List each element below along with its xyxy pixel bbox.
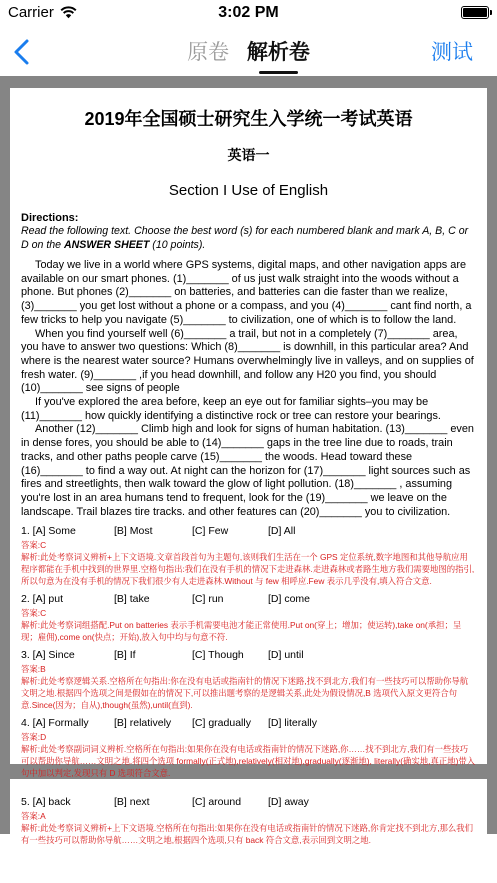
question-explanation: 解析:此处考察词义辨析+上下文语境.文章首段首句为主题句,该则我们生活在一个 GPS 定位系统,数字地图和其他导航应用程序都能在手机中找到的世界里.空格句指出:我们在没有手机的情况下走进森林.走进森林或者路生地方我们需要地图的指引,所以句意为在没有手机的情况下我们很少有人走进森林.Without 与 few 相呼应.Few 表示几乎没有,填入符合文意. bbox=[21, 552, 475, 587]
option-c: [C] Though bbox=[192, 649, 244, 662]
tab-selected-indicator bbox=[259, 71, 298, 74]
option-d: [D] come bbox=[268, 593, 311, 606]
tab-analysis[interactable] bbox=[247, 36, 310, 72]
question-explanation: 解析:此处考察词义辨析+上下文语境.空格所在句指出:如果你在没有电话或指南针的情况下迷路,你肯定找不到北方,那么我们有一些技巧可以帮助你导航……文明之地,根据四个选项,只有 back 符合文意,表示回到文明之地. bbox=[21, 823, 474, 845]
question-explanation: 解析:此处考察逻辑关系.空格所在句指出:你在没有电话或指南针的情况下迷路,找不到北方,我们有一些技巧可以帮助你导航文明之地.根据四个选项之间是假如在的情况下,可以推出题考察的是逻辑关系,此处为假设情况,B 选项代入原文更符合句意.Since(因为；自从),though(虽然),until(直到). bbox=[21, 676, 469, 711]
question-options bbox=[21, 717, 476, 729]
option-a: 5. [A] back bbox=[21, 796, 71, 808]
passage bbox=[21, 259, 476, 519]
tab-original[interactable]: 原卷 bbox=[187, 41, 230, 64]
question-options bbox=[21, 796, 476, 808]
option-a: 4. [A] Formally bbox=[21, 717, 89, 730]
option-d: [D] away bbox=[268, 796, 309, 808]
option-d: [D] All bbox=[268, 525, 296, 538]
passage-paragraph: Today we live in a world where GPS systems, digital maps, and other navigation apps are available on our smart phones. (1)_______ of us just walk straight into the woods without a phone. But phones (2)_______ on batteries, and batteries can die faster than we realize, (3)_______ you get lost without a phone or a compass, and you (4)_______ cant find north, a few tricks to help you navigate (5)_______ to civilization, one of which is to follow the land. bbox=[21, 259, 472, 326]
document-viewer[interactable] bbox=[0, 76, 497, 845]
paper-tabs bbox=[0, 36, 497, 72]
option-d: [D] until bbox=[268, 649, 304, 662]
question-answer: 答案:A bbox=[21, 811, 46, 821]
option-c: [C] run bbox=[192, 593, 224, 606]
option-c: [C] gradually bbox=[192, 717, 251, 730]
question-answer: 答案:B bbox=[21, 664, 46, 675]
option-a: 1. [A] Some bbox=[21, 525, 76, 538]
clock: 3:02 PM bbox=[218, 4, 279, 21]
tab-analysis-label: 解析卷 bbox=[246, 41, 310, 64]
battery-icon bbox=[461, 6, 489, 19]
section-title: Section I Use of English bbox=[168, 182, 329, 199]
document-title: 2019年全国硕士研究生入学统一考试英语 bbox=[84, 109, 413, 129]
option-b: [B] Most bbox=[114, 525, 153, 538]
question-explanation: 解析:此处考察副词词义辨析.空格所在句指出:如果你在没有电话或指南针的情况下迷路,你……找不到北方,我们有一些技巧可以帮助你导航……文明之地.将四个选项 formally(正式地),relatively(相对地),gradually(逐渐地), literally(确实地,真正地)带入句中加以判定,发现只有 D 选项符合文意. bbox=[21, 744, 476, 779]
passage-paragraph: If you've explored the area before, keep an eye out for familiar sights–you may be (11)_______ how quickly identifying a distinctive rock or tree can restore your bearings. bbox=[21, 396, 441, 422]
question-answer: 答案:C bbox=[21, 608, 47, 619]
option-d: [D] literally bbox=[268, 717, 318, 730]
battery-tip bbox=[490, 10, 492, 15]
test-button[interactable]: 测试 bbox=[431, 41, 473, 64]
nav-bar bbox=[0, 28, 497, 76]
option-b: [B] relatively bbox=[114, 717, 172, 730]
battery-fill bbox=[463, 8, 487, 17]
directions-text-start: Read the following text. Choose the best word (s) for each numbered blank and mark A, B, C or D on the bbox=[21, 225, 469, 251]
document-page bbox=[10, 779, 487, 859]
directions-label: Directions: bbox=[21, 212, 79, 224]
answer-sheet-label: ANSWER SHEET bbox=[64, 239, 150, 251]
carrier-label: Carrier bbox=[8, 4, 54, 21]
option-a: 2. [A] put bbox=[21, 593, 64, 606]
option-a: 3. [A] Since bbox=[21, 649, 75, 662]
document-subtitle: 英语一 bbox=[227, 147, 270, 163]
passage-paragraph: When you find yourself well (6)_______ a trail, but not in a completely (7)_______ area, you have to answer two questions: Which (8)_______ is downhill, in this particular area? And where is the nearest water source? Humans overwhelmingly live in valleys, and on supplies of fresh water. (9)_______ ,if you head downhill, and follow any H20 you find, you should (10)_______ see signs of people bbox=[21, 327, 474, 395]
document-page bbox=[10, 88, 487, 779]
directions-text bbox=[21, 224, 476, 252]
option-b: [B] take bbox=[114, 593, 150, 606]
question-options bbox=[21, 525, 476, 537]
option-b: [B] If bbox=[114, 649, 136, 662]
status-bar bbox=[0, 0, 497, 28]
passage-paragraph: Another (12)_______ Climb high and look for signs of human habitation. (13)_______ even in dense fores, you should be able to (14)_______ gaps in the tree line due to roads, train tracks, and other paths people carve (15)_______ the woods. Head toward these (16)_______ to find a way out. At night can the horizon for (17)_______ light sources such as fires and streetlights, then walk toward the glow of light pollution. (18)_______ , assuming you're lost in an area humans tend to frequent, look for the (19)_______ we leave on the landscape. Trail blazes tire tracks. and other features can (20)_______ you to civilization. bbox=[21, 423, 474, 518]
question-answer: 答案:D bbox=[21, 732, 47, 743]
option-c: [C] Few bbox=[192, 525, 229, 538]
option-c: [C] around bbox=[192, 796, 242, 808]
option-b: [B] next bbox=[114, 796, 150, 808]
directions-text-end: (10 points). bbox=[149, 239, 206, 251]
question-explanation: 解析:此处考察词组搭配.Put on batteries 表示手机需要电池才能正常使用.Put on(穿上；增加；使运转),take on(承担；呈现；雇佣),come on(快点；开始),放入句中均与句意不符. bbox=[21, 620, 462, 643]
question-answer: 答案:C bbox=[21, 540, 47, 551]
question-options bbox=[21, 593, 476, 605]
question-options bbox=[21, 649, 476, 661]
